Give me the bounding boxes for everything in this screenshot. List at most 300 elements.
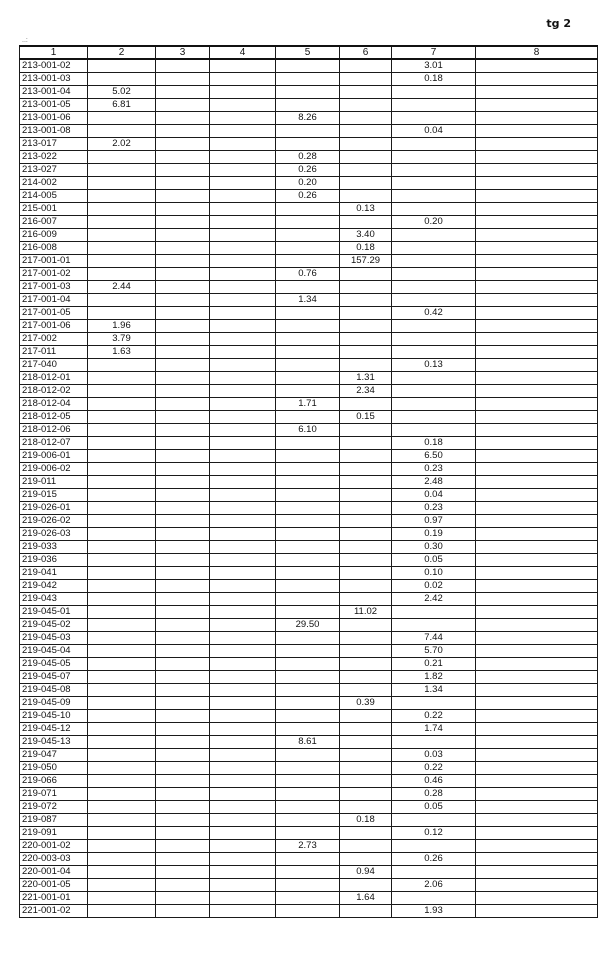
value-cell-col2 bbox=[88, 892, 156, 905]
value-cell-col7 bbox=[392, 892, 476, 905]
value-cell-col3 bbox=[156, 515, 210, 528]
column-header-3: 3 bbox=[156, 46, 210, 59]
value-cell-col7: 0.26 bbox=[392, 853, 476, 866]
value-cell-col4 bbox=[210, 593, 276, 606]
value-cell-col2 bbox=[88, 463, 156, 476]
table-row bbox=[20, 411, 598, 424]
value-cell-col2 bbox=[88, 905, 156, 918]
value-cell-col7: 0.04 bbox=[392, 489, 476, 502]
value-cell-col4 bbox=[210, 73, 276, 86]
value-cell-col2 bbox=[88, 73, 156, 86]
value-cell-col8 bbox=[476, 424, 598, 437]
record-id-cell: 217-001-03 bbox=[20, 281, 88, 294]
value-cell-col7: 0.05 bbox=[392, 801, 476, 814]
value-cell-col5 bbox=[276, 125, 340, 138]
value-cell-col8 bbox=[476, 554, 598, 567]
value-cell-col3 bbox=[156, 255, 210, 268]
value-cell-col6 bbox=[340, 281, 392, 294]
value-cell-col5: 8.61 bbox=[276, 736, 340, 749]
table-row bbox=[20, 242, 598, 255]
record-id-cell: 218-012-04 bbox=[20, 398, 88, 411]
value-cell-col8 bbox=[476, 242, 598, 255]
value-cell-col6 bbox=[340, 619, 392, 632]
value-cell-col3 bbox=[156, 411, 210, 424]
value-cell-col5 bbox=[276, 346, 340, 359]
table-row bbox=[20, 593, 598, 606]
value-cell-col7: 0.30 bbox=[392, 541, 476, 554]
value-cell-col8 bbox=[476, 398, 598, 411]
value-cell-col6 bbox=[340, 645, 392, 658]
value-cell-col8 bbox=[476, 307, 598, 320]
value-cell-col8 bbox=[476, 112, 598, 125]
value-cell-col2 bbox=[88, 775, 156, 788]
record-id-cell: 215-001 bbox=[20, 203, 88, 216]
value-cell-col8 bbox=[476, 879, 598, 892]
value-cell-col3 bbox=[156, 671, 210, 684]
value-cell-col6 bbox=[340, 164, 392, 177]
value-cell-col4 bbox=[210, 216, 276, 229]
value-cell-col7 bbox=[392, 203, 476, 216]
value-cell-col7 bbox=[392, 294, 476, 307]
value-cell-col8 bbox=[476, 749, 598, 762]
table-row bbox=[20, 294, 598, 307]
record-id-cell: 219-045-05 bbox=[20, 658, 88, 671]
value-cell-col2 bbox=[88, 736, 156, 749]
value-cell-col4 bbox=[210, 151, 276, 164]
value-cell-col8 bbox=[476, 736, 598, 749]
value-cell-col2 bbox=[88, 749, 156, 762]
value-cell-col8 bbox=[476, 372, 598, 385]
value-cell-col5 bbox=[276, 333, 340, 346]
value-cell-col2 bbox=[88, 723, 156, 736]
value-cell-col7: 0.13 bbox=[392, 359, 476, 372]
value-cell-col6 bbox=[340, 424, 392, 437]
table-row bbox=[20, 359, 598, 372]
record-id-cell: 219-045-04 bbox=[20, 645, 88, 658]
record-id-cell: 219-072 bbox=[20, 801, 88, 814]
value-cell-col5 bbox=[276, 879, 340, 892]
value-cell-col3 bbox=[156, 853, 210, 866]
value-cell-col8 bbox=[476, 723, 598, 736]
value-cell-col6 bbox=[340, 294, 392, 307]
value-cell-col4 bbox=[210, 905, 276, 918]
value-cell-col7: 7.44 bbox=[392, 632, 476, 645]
record-id-cell: 217-001-04 bbox=[20, 294, 88, 307]
value-cell-col8 bbox=[476, 541, 598, 554]
record-id-cell: 213-001-05 bbox=[20, 99, 88, 112]
value-cell-col6 bbox=[340, 320, 392, 333]
value-cell-col8 bbox=[476, 788, 598, 801]
value-cell-col6: 3.40 bbox=[340, 229, 392, 242]
table-row bbox=[20, 775, 598, 788]
value-cell-col6 bbox=[340, 450, 392, 463]
value-cell-col5 bbox=[276, 281, 340, 294]
value-cell-col7: 0.18 bbox=[392, 73, 476, 86]
value-cell-col6 bbox=[340, 827, 392, 840]
value-cell-col5 bbox=[276, 359, 340, 372]
value-cell-col4 bbox=[210, 619, 276, 632]
table-row bbox=[20, 879, 598, 892]
record-id-cell: 217-001-01 bbox=[20, 255, 88, 268]
value-cell-col7 bbox=[392, 268, 476, 281]
value-cell-col2 bbox=[88, 59, 156, 73]
value-cell-col6: 0.15 bbox=[340, 411, 392, 424]
value-cell-col2: 1.63 bbox=[88, 346, 156, 359]
value-cell-col4 bbox=[210, 86, 276, 99]
value-cell-col8 bbox=[476, 645, 598, 658]
record-id-cell: 219-087 bbox=[20, 814, 88, 827]
value-cell-col6 bbox=[340, 59, 392, 73]
value-cell-col3 bbox=[156, 632, 210, 645]
value-cell-col4 bbox=[210, 528, 276, 541]
value-cell-col6 bbox=[340, 502, 392, 515]
value-cell-col3 bbox=[156, 580, 210, 593]
value-cell-col3 bbox=[156, 905, 210, 918]
table-row bbox=[20, 632, 598, 645]
table-row bbox=[20, 541, 598, 554]
value-cell-col5: 8.26 bbox=[276, 112, 340, 125]
value-cell-col3 bbox=[156, 541, 210, 554]
record-id-cell: 219-041 bbox=[20, 567, 88, 580]
value-cell-col8 bbox=[476, 164, 598, 177]
value-cell-col6 bbox=[340, 788, 392, 801]
record-id-cell: 216-008 bbox=[20, 242, 88, 255]
value-cell-col4 bbox=[210, 385, 276, 398]
table-row bbox=[20, 684, 598, 697]
value-cell-col7: 0.46 bbox=[392, 775, 476, 788]
table-row bbox=[20, 450, 598, 463]
column-header-1: 1 bbox=[20, 46, 88, 59]
value-cell-col4 bbox=[210, 372, 276, 385]
value-cell-col3 bbox=[156, 801, 210, 814]
table-row bbox=[20, 73, 598, 86]
table-row bbox=[20, 255, 598, 268]
value-cell-col4 bbox=[210, 476, 276, 489]
value-cell-col5 bbox=[276, 606, 340, 619]
value-cell-col7 bbox=[392, 255, 476, 268]
record-id-cell: 217-001-06 bbox=[20, 320, 88, 333]
value-cell-col3 bbox=[156, 268, 210, 281]
value-cell-col3 bbox=[156, 385, 210, 398]
value-cell-col4 bbox=[210, 125, 276, 138]
value-cell-col5 bbox=[276, 567, 340, 580]
value-cell-col6 bbox=[340, 840, 392, 853]
value-cell-col5 bbox=[276, 892, 340, 905]
value-cell-col3 bbox=[156, 281, 210, 294]
table-row bbox=[20, 762, 598, 775]
value-cell-col4 bbox=[210, 892, 276, 905]
table-row bbox=[20, 372, 598, 385]
value-cell-col6 bbox=[340, 671, 392, 684]
value-cell-col4 bbox=[210, 450, 276, 463]
value-cell-col3 bbox=[156, 606, 210, 619]
table-row bbox=[20, 203, 598, 216]
value-cell-col7: 0.21 bbox=[392, 658, 476, 671]
record-id-cell: 217-040 bbox=[20, 359, 88, 372]
value-cell-col5 bbox=[276, 411, 340, 424]
value-cell-col4 bbox=[210, 489, 276, 502]
value-cell-col5: 0.28 bbox=[276, 151, 340, 164]
value-cell-col3 bbox=[156, 294, 210, 307]
table-row bbox=[20, 827, 598, 840]
value-cell-col4 bbox=[210, 723, 276, 736]
value-cell-col2 bbox=[88, 385, 156, 398]
value-cell-col7 bbox=[392, 164, 476, 177]
value-cell-col2 bbox=[88, 151, 156, 164]
value-cell-col8 bbox=[476, 866, 598, 879]
record-id-cell: 220-003-03 bbox=[20, 853, 88, 866]
corner-mark: ..: bbox=[22, 37, 28, 44]
value-cell-col8 bbox=[476, 502, 598, 515]
value-cell-col2 bbox=[88, 788, 156, 801]
value-cell-col4 bbox=[210, 736, 276, 749]
value-cell-col5 bbox=[276, 229, 340, 242]
value-cell-col2 bbox=[88, 229, 156, 242]
value-cell-col8 bbox=[476, 450, 598, 463]
value-cell-col5 bbox=[276, 775, 340, 788]
records-table bbox=[19, 45, 598, 918]
record-id-cell: 219-042 bbox=[20, 580, 88, 593]
value-cell-col3 bbox=[156, 658, 210, 671]
value-cell-col7: 0.97 bbox=[392, 515, 476, 528]
value-cell-col6 bbox=[340, 307, 392, 320]
value-cell-col8 bbox=[476, 710, 598, 723]
value-cell-col3 bbox=[156, 164, 210, 177]
value-cell-col7: 5.70 bbox=[392, 645, 476, 658]
value-cell-col4 bbox=[210, 671, 276, 684]
value-cell-col3 bbox=[156, 827, 210, 840]
record-id-cell: 219-033 bbox=[20, 541, 88, 554]
table-row bbox=[20, 346, 598, 359]
table-header bbox=[20, 46, 598, 59]
value-cell-col2: 5.02 bbox=[88, 86, 156, 99]
value-cell-col3 bbox=[156, 736, 210, 749]
record-id-cell: 219-045-10 bbox=[20, 710, 88, 723]
value-cell-col3 bbox=[156, 814, 210, 827]
value-cell-col4 bbox=[210, 515, 276, 528]
value-cell-col3 bbox=[156, 229, 210, 242]
table-row bbox=[20, 866, 598, 879]
value-cell-col3 bbox=[156, 216, 210, 229]
value-cell-col7 bbox=[392, 333, 476, 346]
record-id-cell: 221-001-01 bbox=[20, 892, 88, 905]
value-cell-col4 bbox=[210, 658, 276, 671]
value-cell-col8 bbox=[476, 346, 598, 359]
value-cell-col3 bbox=[156, 86, 210, 99]
record-id-cell: 221-001-02 bbox=[20, 905, 88, 918]
value-cell-col5 bbox=[276, 788, 340, 801]
value-cell-col2 bbox=[88, 606, 156, 619]
column-header-2: 2 bbox=[88, 46, 156, 59]
value-cell-col6: 0.13 bbox=[340, 203, 392, 216]
table-row bbox=[20, 112, 598, 125]
value-cell-col8 bbox=[476, 853, 598, 866]
value-cell-col8 bbox=[476, 281, 598, 294]
value-cell-col3 bbox=[156, 697, 210, 710]
value-cell-col2 bbox=[88, 502, 156, 515]
value-cell-col2 bbox=[88, 528, 156, 541]
value-cell-col5 bbox=[276, 801, 340, 814]
value-cell-col3 bbox=[156, 788, 210, 801]
value-cell-col4 bbox=[210, 879, 276, 892]
value-cell-col5 bbox=[276, 99, 340, 112]
value-cell-col7 bbox=[392, 385, 476, 398]
record-id-cell: 220-001-04 bbox=[20, 866, 88, 879]
value-cell-col2 bbox=[88, 164, 156, 177]
value-cell-col8 bbox=[476, 411, 598, 424]
value-cell-col4 bbox=[210, 463, 276, 476]
value-cell-col5 bbox=[276, 502, 340, 515]
value-cell-col7 bbox=[392, 281, 476, 294]
table-row bbox=[20, 788, 598, 801]
value-cell-col4 bbox=[210, 814, 276, 827]
value-cell-col6 bbox=[340, 190, 392, 203]
table-row bbox=[20, 736, 598, 749]
value-cell-col8 bbox=[476, 684, 598, 697]
record-id-cell: 219-045-12 bbox=[20, 723, 88, 736]
table-row bbox=[20, 515, 598, 528]
table-row bbox=[20, 554, 598, 567]
value-cell-col8 bbox=[476, 606, 598, 619]
value-cell-col8 bbox=[476, 515, 598, 528]
value-cell-col2 bbox=[88, 762, 156, 775]
value-cell-col2 bbox=[88, 645, 156, 658]
value-cell-col3 bbox=[156, 203, 210, 216]
value-cell-col5 bbox=[276, 489, 340, 502]
record-id-cell: 219-006-01 bbox=[20, 450, 88, 463]
record-id-cell: 219-043 bbox=[20, 593, 88, 606]
record-id-cell: 218-012-06 bbox=[20, 424, 88, 437]
value-cell-col5: 29.50 bbox=[276, 619, 340, 632]
value-cell-col6 bbox=[340, 580, 392, 593]
value-cell-col6 bbox=[340, 125, 392, 138]
value-cell-col2: 2.44 bbox=[88, 281, 156, 294]
record-id-cell: 214-005 bbox=[20, 190, 88, 203]
value-cell-col7 bbox=[392, 372, 476, 385]
value-cell-col2 bbox=[88, 307, 156, 320]
value-cell-col5: 0.26 bbox=[276, 190, 340, 203]
value-cell-col8 bbox=[476, 619, 598, 632]
value-cell-col8 bbox=[476, 359, 598, 372]
value-cell-col6 bbox=[340, 437, 392, 450]
value-cell-col7: 2.42 bbox=[392, 593, 476, 606]
value-cell-col4 bbox=[210, 788, 276, 801]
value-cell-col3 bbox=[156, 762, 210, 775]
table-row bbox=[20, 671, 598, 684]
value-cell-col3 bbox=[156, 723, 210, 736]
value-cell-col7: 0.42 bbox=[392, 307, 476, 320]
value-cell-col8 bbox=[476, 671, 598, 684]
value-cell-col7 bbox=[392, 736, 476, 749]
value-cell-col2 bbox=[88, 424, 156, 437]
value-cell-col7 bbox=[392, 242, 476, 255]
value-cell-col7 bbox=[392, 177, 476, 190]
value-cell-col4 bbox=[210, 554, 276, 567]
value-cell-col5 bbox=[276, 541, 340, 554]
value-cell-col8 bbox=[476, 59, 598, 73]
value-cell-col8 bbox=[476, 385, 598, 398]
value-cell-col5 bbox=[276, 255, 340, 268]
value-cell-col4 bbox=[210, 580, 276, 593]
value-cell-col5 bbox=[276, 437, 340, 450]
table-row bbox=[20, 905, 598, 918]
value-cell-col5 bbox=[276, 320, 340, 333]
value-cell-col8 bbox=[476, 840, 598, 853]
value-cell-col2 bbox=[88, 294, 156, 307]
value-cell-col7 bbox=[392, 606, 476, 619]
value-cell-col2 bbox=[88, 203, 156, 216]
value-cell-col2 bbox=[88, 684, 156, 697]
value-cell-col7: 0.28 bbox=[392, 788, 476, 801]
value-cell-col2 bbox=[88, 541, 156, 554]
value-cell-col7: 1.93 bbox=[392, 905, 476, 918]
value-cell-col7 bbox=[392, 112, 476, 125]
value-cell-col2 bbox=[88, 853, 156, 866]
value-cell-col5 bbox=[276, 814, 340, 827]
value-cell-col2 bbox=[88, 398, 156, 411]
value-cell-col7: 0.10 bbox=[392, 567, 476, 580]
record-id-cell: 217-001-02 bbox=[20, 268, 88, 281]
value-cell-col3 bbox=[156, 372, 210, 385]
value-cell-col3 bbox=[156, 359, 210, 372]
value-cell-col5 bbox=[276, 827, 340, 840]
record-id-cell: 220-001-05 bbox=[20, 879, 88, 892]
value-cell-col4 bbox=[210, 346, 276, 359]
value-cell-col8 bbox=[476, 437, 598, 450]
value-cell-col8 bbox=[476, 528, 598, 541]
value-cell-col5 bbox=[276, 762, 340, 775]
value-cell-col4 bbox=[210, 866, 276, 879]
record-id-cell: 219-026-02 bbox=[20, 515, 88, 528]
value-cell-col8 bbox=[476, 190, 598, 203]
value-cell-col6 bbox=[340, 333, 392, 346]
value-cell-col5 bbox=[276, 242, 340, 255]
value-cell-col5 bbox=[276, 866, 340, 879]
record-id-cell: 213-001-02 bbox=[20, 59, 88, 73]
record-id-cell: 213-001-03 bbox=[20, 73, 88, 86]
value-cell-col5: 0.76 bbox=[276, 268, 340, 281]
value-cell-col3 bbox=[156, 489, 210, 502]
table-row bbox=[20, 801, 598, 814]
table-row bbox=[20, 463, 598, 476]
value-cell-col7 bbox=[392, 99, 476, 112]
value-cell-col6 bbox=[340, 138, 392, 151]
record-id-cell: 219-026-03 bbox=[20, 528, 88, 541]
value-cell-col4 bbox=[210, 827, 276, 840]
value-cell-col7: 0.02 bbox=[392, 580, 476, 593]
value-cell-col5 bbox=[276, 684, 340, 697]
table-row bbox=[20, 138, 598, 151]
value-cell-col3 bbox=[156, 554, 210, 567]
value-cell-col4 bbox=[210, 203, 276, 216]
value-cell-col4 bbox=[210, 749, 276, 762]
value-cell-col3 bbox=[156, 190, 210, 203]
value-cell-col2: 2.02 bbox=[88, 138, 156, 151]
table-row bbox=[20, 528, 598, 541]
value-cell-col3 bbox=[156, 333, 210, 346]
column-header-7: 7 bbox=[392, 46, 476, 59]
table-row bbox=[20, 398, 598, 411]
value-cell-col4 bbox=[210, 684, 276, 697]
value-cell-col7 bbox=[392, 424, 476, 437]
value-cell-col8 bbox=[476, 177, 598, 190]
value-cell-col6 bbox=[340, 151, 392, 164]
value-cell-col2 bbox=[88, 801, 156, 814]
value-cell-col2 bbox=[88, 242, 156, 255]
value-cell-col5 bbox=[276, 59, 340, 73]
record-id-cell: 219-026-01 bbox=[20, 502, 88, 515]
value-cell-col8 bbox=[476, 138, 598, 151]
